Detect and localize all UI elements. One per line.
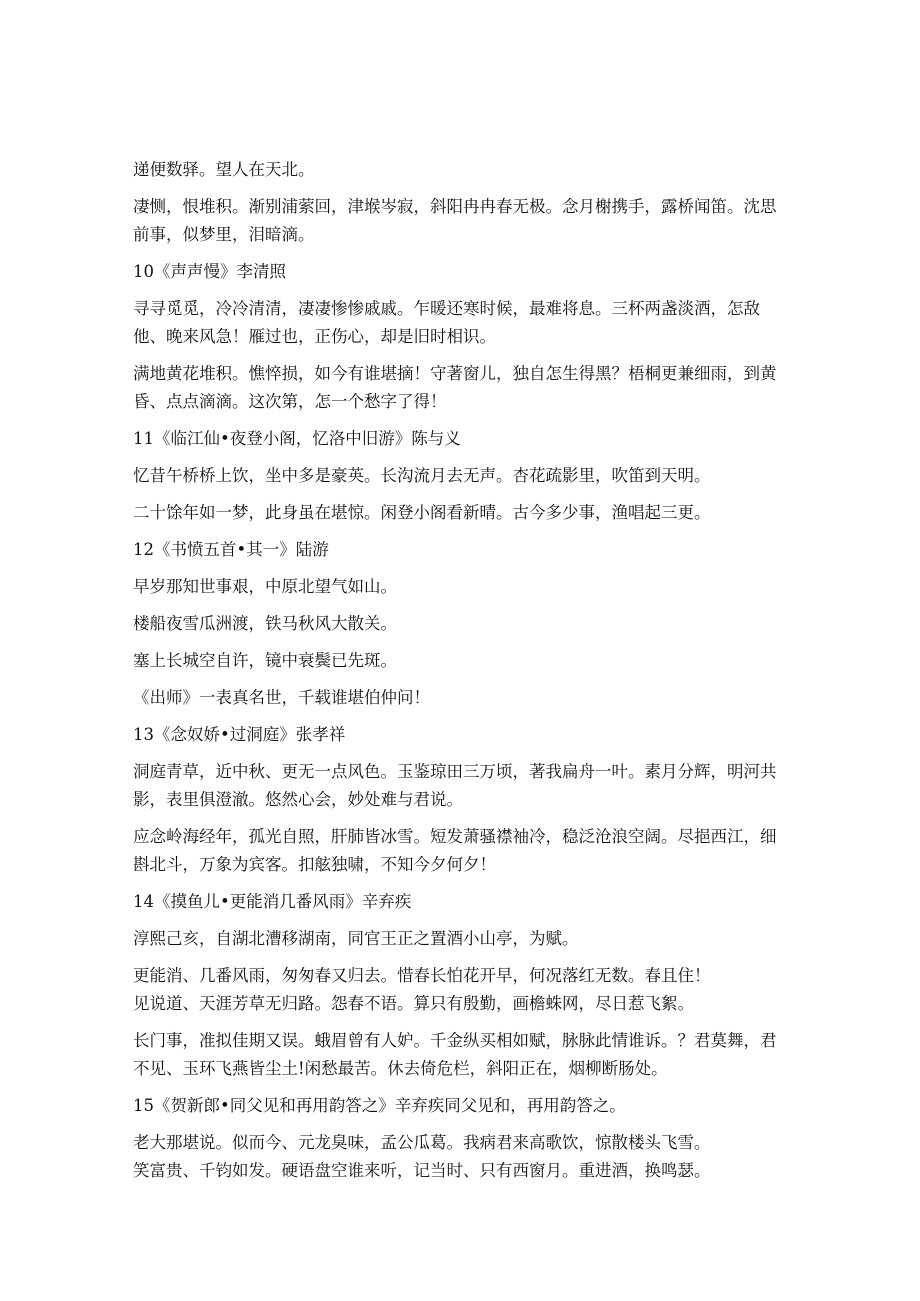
text-line: 二十馀年如一梦，此身虽在堪惊。闲登小阁看新晴。古今多少事，渔唱起三更。: [133, 503, 711, 522]
paragraph-line: 凄恻，恨堆积。渐别浦萦回，津堠岑寂，斜阳冉冉春无极。念月榭携手，露桥闻笛。沈思: [133, 197, 777, 216]
paragraph-line: 洞庭青草，近中秋、更无一点风色。玉鉴琼田三万顷，著我扁舟一叶。素月分辉，明河共: [133, 762, 777, 781]
poem-title: 15《贺新郎•同父见和再用韵答之》辛弃疾同父见和，再用韵答之。: [133, 1096, 626, 1115]
paragraph-line: 斟北斗，万象为宾客。扣舷独啸，不知今夕何夕！: [133, 855, 496, 874]
paragraph-line: 老大那堪说。似而今、元龙臭味，孟公瓜葛。我病君来高歌饮，惊散楼头飞雪。: [133, 1133, 711, 1152]
paragraph: [133, 1027, 793, 1083]
text-line: 淳熙己亥，自湖北漕移湖南，同官王正之置酒小山亭，为赋。: [133, 929, 579, 948]
poem-title: 12《书愤五首•其一》陆游: [133, 540, 329, 559]
paragraph-line: 昏、点点滴滴。这次第，怎一个愁字了得！: [133, 392, 447, 411]
paragraph-line: 笑富贵、千钧如发。硬语盘空谁来听，记当时、只有西窗月。重进酒，换鸣瑟。: [133, 1161, 711, 1180]
paragraph: [133, 193, 793, 249]
text-line: 楼船夜雪瓜洲渡，铁马秋风大散关。: [133, 614, 397, 633]
poem-title: 10《声声慢》李清照: [133, 262, 286, 281]
paragraph-line: 他、晚来风急！雁过也，正伤心，却是旧时相识。: [133, 327, 496, 346]
poem-title: 11《临江仙•夜登小阁，忆洛中旧游》陈与义: [133, 429, 461, 448]
paragraph-line: 见说道、天涯芳草无归路。怨春不语。算只有殷勤，画檐蛛网，尽日惹飞絮。: [133, 994, 694, 1013]
paragraph: [133, 1129, 793, 1185]
text-line: 塞上长城空自许，镜中衰鬓已先斑。: [133, 651, 397, 670]
paragraph-line: 前事，似梦里，泪暗滴。: [133, 225, 315, 244]
text-line: 早岁那知世事艰，中原北望气如山。: [133, 577, 397, 596]
paragraph-line: 影，表里俱澄澈。悠然心会，妙处难与君说。: [133, 790, 463, 809]
paragraph: [133, 360, 793, 416]
paragraph-line: 长门事，准拟佳期又误。蛾眉曾有人妒。千金纵买相如赋，脉脉此情谁诉。？君莫舞，君: [133, 1031, 777, 1050]
text-line: 递便数驿。望人在天北。: [133, 160, 315, 179]
text-line: 忆昔午桥桥上饮，坐中多是豪英。长沟流月去无声。杏花疏影里，吹笛到天明。: [133, 466, 711, 485]
paragraph-line: 应念岭海经年，孤光自照，肝肺皆冰雪。短发萧骚襟袖冷，稳泛沧浪空阔。尽挹西江，细: [133, 827, 777, 846]
document-body: [133, 156, 793, 1185]
paragraph: [133, 295, 793, 351]
paragraph-line: 寻寻觅觅，冷冷清清，凄凄惨惨戚戚。乍暖还寒时候，最难将息。三杯两盏淡酒，怎敌: [133, 299, 760, 318]
poem-title: 13《念奴娇•过洞庭》张孝祥: [133, 725, 346, 744]
paragraph: [133, 823, 793, 879]
paragraph-line: 不见、玉环飞燕皆尘土!闲愁最苦。休去倚危栏，斜阳正在，烟柳断肠处。: [133, 1059, 668, 1078]
paragraph-line: 更能消、几番风雨，匆匆春又归去。惜春长怕花开早，何况落红无数。春且住！: [133, 966, 711, 985]
paragraph: [133, 962, 793, 1018]
paragraph: [133, 758, 793, 814]
paragraph-line: 满地黄花堆积。憔悴损，如今有谁堪摘！守著窗儿，独自怎生得黑？梧桐更兼细雨，到黄: [133, 364, 777, 383]
text-line: 《出师》一表真名世，千载谁堪伯仲问！: [133, 688, 430, 707]
poem-title: 14《摸鱼儿•更能消几番风雨》辛弃疾: [133, 892, 412, 911]
